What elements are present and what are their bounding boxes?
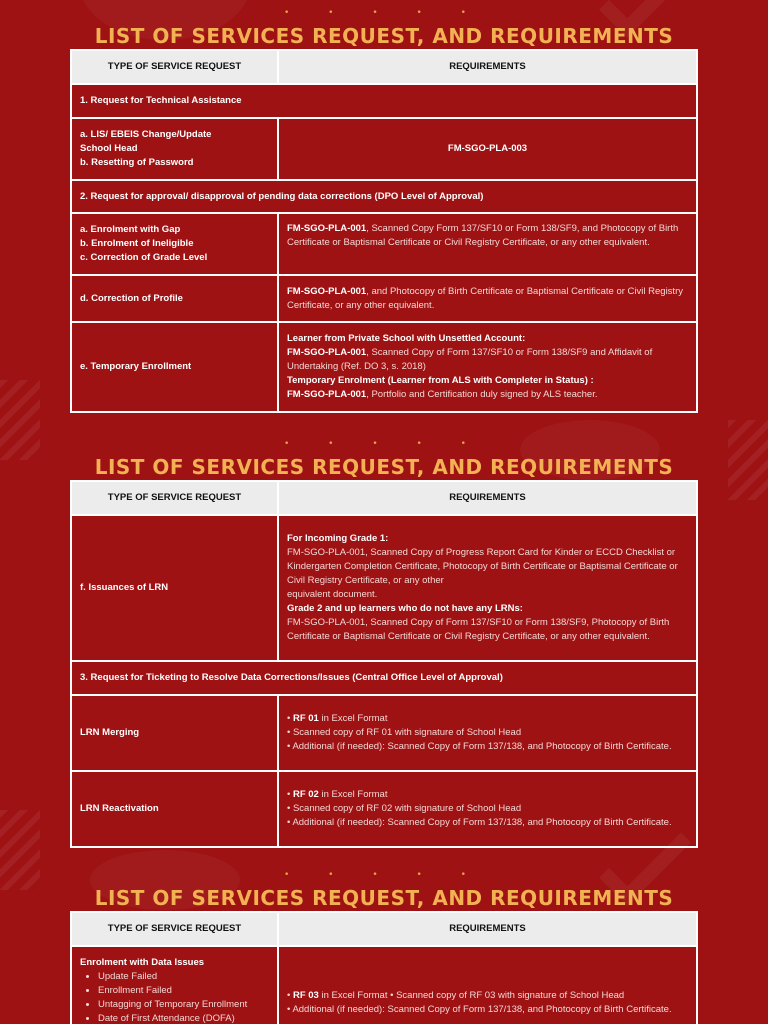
requirement-cell [278, 213, 697, 275]
service-type-cell [71, 213, 278, 275]
category-dpo-approval: 2. Request for approval/ disapproval of pending data corrections (DPO Level of Approval) [71, 180, 697, 213]
services-table-3 [70, 911, 698, 1024]
service-item: c. Correction of Grade Level [80, 252, 208, 263]
requirement-text: • Additional (if needed): Scanned Copy of Form 137/138, and Photocopy of Birth Certificate. [287, 741, 672, 752]
form-code: FM-SGO-PLA-001 [287, 285, 367, 297]
requirement-cell [278, 771, 697, 847]
service-item: a. LIS/ EBEIS Change/Update [80, 129, 212, 140]
requirement-cell [278, 695, 697, 771]
requirement-heading: Grade 2 and up learners who do not have any LRNs: [287, 603, 523, 614]
header-type: TYPE OF SERVICE REQUEST [71, 50, 278, 84]
table-header-row [71, 912, 697, 946]
category-row [71, 661, 697, 695]
requirement-text: • Scanned copy of RF 01 with signature of School Head [287, 727, 522, 738]
header-type: TYPE OF SERVICE REQUEST [71, 481, 278, 515]
page-title: LIST OF SERVICES REQUEST, AND REQUIREMENTS [94, 886, 674, 910]
service-item: a. Enrolment with Gap [80, 224, 181, 235]
requirement-text: in Excel Format [318, 789, 388, 800]
requirement-text: FM-SGO-PLA-001, Scanned Copy of Progress Report Card for Kinder or ECCD Checklist or Kindergarten Completion Certificate, Photocopy of Birth Certificate or Baptismal Certificate or Civil Registry Certificate, or any other [287, 547, 678, 586]
header-type: TYPE OF SERVICE REQUEST [71, 912, 278, 946]
list-item: • Update Failed [98, 970, 269, 984]
table-row [71, 695, 697, 771]
requirement-heading: Temporary Enrolment (Learner from ALS with Completer in Status) : [287, 375, 594, 386]
list-item: • Untagging of Temporary Enrollment [98, 998, 269, 1012]
bullet: • [287, 990, 293, 1001]
page-title: LIST OF SERVICES REQUEST, AND REQUIREMENTS [94, 455, 674, 479]
service-item: b. Resetting of Password [80, 157, 194, 168]
table-header-row [71, 481, 697, 515]
category-row [71, 84, 697, 118]
table-row [71, 275, 697, 322]
page-title: LIST OF SERVICES REQUEST, AND REQUIREMENTS [94, 24, 674, 48]
requirement-cell [278, 275, 697, 322]
requirement-heading: Learner from Private School with Unsettled Account: [287, 333, 526, 344]
service-type-cell: e. Temporary Enrollment [71, 322, 278, 412]
table-header-row [71, 50, 697, 84]
decorative-dots: • • • • • [284, 870, 484, 880]
requirement-cell: FM-SGO-PLA-003 [278, 118, 697, 180]
service-type-cell [71, 946, 278, 1024]
requirement-text: • Additional (if needed): Scanned Copy of Form 137/138, and Photocopy of Birth Certificate. [287, 1004, 672, 1015]
service-item: Enrolment with Data Issues [80, 957, 205, 968]
requirement-heading: For Incoming Grade 1: [287, 533, 389, 544]
service-type-cell: LRN Merging [71, 695, 278, 771]
requirement-text: • Scanned copy of RF 02 with signature of School Head [287, 803, 522, 814]
header-requirements: REQUIREMENTS [278, 50, 697, 84]
bullet: • [287, 713, 293, 724]
service-type-cell [71, 118, 278, 180]
bullet: • [287, 789, 293, 800]
table-row [71, 771, 697, 847]
list-item: • Enrollment Failed [98, 984, 269, 998]
form-code: FM-SGO-PLA-001 [287, 223, 367, 234]
table-row [71, 515, 697, 661]
services-table-2 [70, 480, 698, 848]
table-row [71, 118, 697, 180]
requirement-cell [278, 946, 697, 1024]
category-technical-assistance: 1. Request for Technical Assistance [71, 84, 697, 118]
header-requirements: REQUIREMENTS [278, 481, 697, 515]
requirement-text: , and Photocopy of Birth Certificate or Baptismal Certificate or Civil Registry Certificate, or any other equivalent. [287, 285, 683, 311]
service-type-cell: f. Issuances of LRN [71, 515, 278, 661]
requirement-text: in Excel Format [318, 713, 388, 724]
form-code: FM-SGO-PLA-001 [287, 347, 367, 358]
requirement-text: , Scanned Copy Form 137/SF10 or Form 138/SF9, and Photocopy of Birth Certificate or Baptismal Certificate or Civil Registry Certificate, or any other equivalent. [287, 223, 679, 248]
requirement-cell [278, 515, 697, 661]
header-requirements: REQUIREMENTS [278, 912, 697, 946]
requirement-text: , Scanned Copy of Form 137/SF10 or Form 138/SF9 and Affidavit of Undertaking (Ref. DO 3, s. 2018) [287, 347, 653, 372]
service-type-cell: d. Correction of Profile [71, 275, 278, 322]
form-code: RF 01 [292, 713, 319, 724]
requirement-text: , Portfolio and Certification duly signed by ALS teacher. [366, 389, 598, 400]
services-table-1 [70, 49, 698, 413]
table-row [71, 213, 697, 275]
list-item: • Date of First Attendance (DOFA) [98, 1012, 269, 1024]
issue-list [80, 970, 269, 1024]
requirement-text: equivalent document. [287, 589, 378, 600]
service-item: b. Enrolment of Ineligible [80, 238, 194, 249]
requirement-text: • Additional (if needed): Scanned Copy of Form 137/138, and Photocopy of Birth Certificate. [287, 817, 672, 828]
form-code: RF 02 [292, 789, 319, 800]
decorative-dots: • • • • • [284, 8, 484, 18]
requirement-text: FM-SGO-PLA-001, Scanned Copy of Form 137/SF10 or Form 138/SF9, Photocopy of Birth Certificate or Baptismal Certificate or Civil Registry Certificate, or any other equivalent. [287, 617, 670, 642]
form-code: RF 03 [292, 990, 319, 1001]
form-code: FM-SGO-PLA-001 [287, 389, 367, 400]
decorative-dots: • • • • • [284, 439, 484, 449]
requirement-cell [278, 322, 697, 412]
category-row [71, 180, 697, 213]
service-type-cell: LRN Reactivation [71, 771, 278, 847]
requirement-text: in Excel Format • Scanned copy of RF 03 with signature of School Head [318, 990, 625, 1001]
service-item: School Head [80, 143, 138, 154]
category-ticketing: 3. Request for Ticketing to Resolve Data Corrections/Issues (Central Office Level of Approval) [71, 661, 697, 695]
table-row [71, 946, 697, 1024]
table-row [71, 322, 697, 412]
